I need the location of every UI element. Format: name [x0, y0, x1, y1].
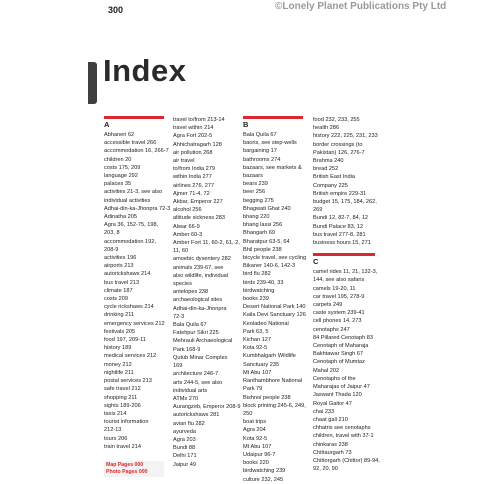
- legend-map-pages: Map Pages 000: [106, 462, 144, 468]
- index-entry: Bhagwati Ghat 240: [243, 205, 291, 212]
- index-entry: species: [173, 281, 192, 288]
- index-entry: 144, see also safaris: [313, 277, 365, 284]
- index-entry: emergency services 212: [104, 320, 165, 327]
- index-entry: air pollution 268: [173, 149, 213, 156]
- index-entry: 11, 60: [173, 248, 189, 255]
- index-entry: bargaining 17: [243, 148, 277, 155]
- index-entry: archaeological sites: [173, 297, 223, 304]
- index-entry: Park 79: [243, 386, 263, 393]
- index-entry: autorickshaws 281: [173, 412, 220, 419]
- index-entry: Chittorgarh (Chittor) 89-94,: [313, 457, 380, 464]
- index-entry: children 20: [104, 156, 132, 163]
- index-letter-heading: B: [243, 116, 303, 130]
- index-entry: Bundi Palace 83, 12: [313, 223, 364, 230]
- index-entry: Bala Quila 67: [243, 132, 277, 138]
- index-entry: festivals 205: [104, 328, 136, 335]
- index-entry: cenotaphs 247: [313, 326, 350, 333]
- index-entry: Cenotaph of Mumtaz: [313, 359, 365, 366]
- index-entry: car travel 195, 278-9: [313, 293, 365, 300]
- watermark: ©Lonely Planet Publications Pty Ltd: [275, 1, 447, 12]
- index-entry: bird flu 282: [243, 271, 271, 278]
- index-entry: Ahhichatragarh 128: [173, 141, 222, 148]
- index-entry: Park 63, 5: [243, 328, 269, 335]
- index-entry: ayurveda: [173, 428, 197, 435]
- index-entry: train travel 214: [104, 443, 142, 450]
- index-entry: nightlife 211: [104, 369, 134, 376]
- index-entry: bread 252: [313, 166, 339, 173]
- index-entry: within India 277: [173, 174, 212, 181]
- index-entry: chaat gali 210: [313, 416, 348, 423]
- index-entry: Kichan 127: [243, 337, 271, 344]
- index-entry: Company 225: [313, 182, 348, 189]
- index-entry: Kaila Devi Sanctuary 126: [243, 312, 306, 319]
- index-entry: chai 233: [313, 408, 335, 415]
- index-entry: airlines 276, 277: [173, 182, 215, 189]
- index-entry: 92, 20, 90: [313, 466, 338, 473]
- index-entry: Agra Fort 202-5: [173, 133, 213, 140]
- index-entry: boat trips: [243, 419, 267, 426]
- index-entry: 208-9: [104, 246, 119, 253]
- index-entry: border crossings (to: [313, 141, 363, 148]
- index-entry: Maharajas of Jaipur 47: [313, 384, 370, 391]
- index-entry: safe travel 212: [104, 386, 141, 393]
- index-entry: books 220: [243, 460, 269, 467]
- index-entry: Agra 204: [243, 427, 266, 434]
- index-entry: amoebic dysentery 282: [173, 256, 231, 263]
- index-entry: Udaipur 96-7: [243, 451, 276, 458]
- index-entry: health 286: [313, 125, 340, 132]
- index-entry: tourist information: [104, 419, 149, 426]
- index-entry: Cenotaph of Maharaja: [313, 343, 369, 350]
- index-entry: Bishnoi people 238: [243, 394, 291, 401]
- index-entry: architecture 246-7: [173, 371, 219, 378]
- index-entry: altitude sickness 283: [173, 215, 225, 222]
- index-entry: drinking 211: [104, 312, 135, 319]
- index-entry: accommodation 192,: [104, 238, 156, 245]
- index-entry: Mt Abu 107: [243, 369, 272, 376]
- index-entry: Bundi 12, 82-7, 84, 12: [313, 215, 369, 222]
- index-entry: language 292: [104, 173, 138, 180]
- index-entry: Bhil people 238: [243, 246, 282, 253]
- index-entry: Bhangarh 69: [243, 230, 276, 237]
- index-entry: 269: [313, 207, 323, 214]
- index-entry: bus travel 277-8, 281: [313, 231, 366, 238]
- index-entry: Alwar 66-9: [173, 223, 200, 230]
- page-legend: [104, 461, 164, 477]
- index-entry: Agra 36, 152-75, 198,: [104, 222, 159, 229]
- index-entry: baoris, see step-wells: [243, 140, 297, 147]
- index-entry: business hours 15, 271: [313, 240, 371, 247]
- index-entry: travel within 214: [173, 125, 214, 132]
- index-entry: bazaars, see markets &: [243, 164, 302, 171]
- index-entry: Bharatpur 63-5, 64: [243, 238, 290, 245]
- index-entry: Mt Abu 107: [243, 443, 272, 450]
- index-column-1: [104, 116, 171, 451]
- index-entry: Bundi 88: [173, 445, 196, 452]
- index-entry: avian flu 282: [173, 420, 205, 427]
- index-entry: birdwatching 239: [243, 468, 286, 475]
- index-entry: Amber Fort 11, 60-2, 61, 2,: [173, 240, 240, 247]
- index-entry: tours 206: [104, 435, 128, 442]
- index-entry: palaces 35: [104, 181, 132, 188]
- index-entry: cycle rickshaws 214: [104, 304, 154, 311]
- index-entry: birds 239-40, 33: [243, 279, 284, 286]
- legend-photo-pages: Photo Pages 000: [106, 469, 148, 475]
- index-entry: Ajmer 71-4, 72: [173, 190, 210, 197]
- index-entry: shopping 211: [104, 394, 138, 401]
- index-entry: ATMs 270: [173, 395, 199, 402]
- index-entry: Chittaurgarh 73: [313, 449, 352, 456]
- index-letter-heading: C: [313, 253, 375, 267]
- index-entry: cell phones 14, 273: [313, 318, 362, 325]
- index-entry: food 197, 209-11: [104, 337, 146, 344]
- index-entry: activities 21-3, see also: [104, 189, 163, 196]
- index-entry: Ranthambhore National: [243, 378, 303, 385]
- index-entry: children, travel with 37-1: [313, 433, 374, 440]
- index-entry: Bakhtawar Singh 67: [313, 351, 364, 358]
- index-entry: caste system 239-41: [313, 310, 365, 317]
- index-entry: food 232, 233, 255: [313, 117, 360, 123]
- index-entry: Royal Gaitor 47: [313, 400, 352, 407]
- index-entry: camels 19-20, 11: [313, 285, 356, 292]
- index-entry: bhang lassi 256: [243, 222, 283, 229]
- index-entry: Keoladeo National: [243, 320, 289, 327]
- index-entry: climate 187: [104, 287, 133, 294]
- index-entry: books 239: [243, 296, 269, 303]
- index-entry: Mehrauli Archaeological: [173, 338, 233, 345]
- index-entry: alcohol 256: [173, 207, 202, 214]
- index-entry: postal services 213: [104, 378, 152, 385]
- index-entry: Pakistan) 126, 276-7: [313, 149, 365, 156]
- index-entry: Kota 92-5: [243, 345, 268, 352]
- index-entry: bus travel 213: [104, 279, 140, 286]
- index-entry: individual activities: [104, 197, 151, 204]
- index-entry: Sanctuary 235: [243, 361, 280, 368]
- index-entry: 169: [173, 363, 183, 370]
- index-entry: Bala Quila 67: [173, 322, 207, 329]
- index-entry: begging 275: [243, 197, 274, 204]
- index-entry: birdwatching: [243, 287, 275, 294]
- index-letter-heading: A: [104, 116, 164, 130]
- index-entry: bears 239: [243, 181, 268, 188]
- index-entry: Qutub Minar Complex: [173, 354, 228, 361]
- index-entry: taxis 214: [104, 410, 127, 417]
- index-entry: activities 196: [104, 255, 137, 262]
- index-column-4: [313, 116, 380, 473]
- index-entry: Kumbhalgarh Wildlife: [243, 353, 296, 360]
- index-entry: Mahal 202: [313, 367, 340, 374]
- index-entry: Aurangzeb, Emperor 208-9: [173, 404, 241, 411]
- index-entry: bhang 220: [243, 214, 270, 221]
- index-entry: camel rides 11, 21, 132-3,: [313, 269, 378, 276]
- index-entry: arts 244-5, see also: [173, 379, 223, 386]
- index-entry: medical services 212: [104, 353, 157, 360]
- section-tab-marker: [88, 62, 97, 104]
- index-column-3: [243, 116, 307, 484]
- index-entry: 212-13: [104, 427, 122, 434]
- index-entry: Delhi 171: [173, 453, 197, 460]
- index-entry: chinkaras 238: [313, 441, 348, 448]
- index-entry: airports 213: [104, 263, 134, 270]
- index-entry: beer 256: [243, 189, 266, 196]
- index-entry: air travel: [173, 158, 195, 165]
- index-entry: budget 15, 175, 184, 262,: [313, 199, 377, 206]
- index-entry: accessible travel 266: [104, 140, 157, 147]
- index-entry: Kota 92-5: [243, 435, 268, 442]
- index-entry: costs 175, 209: [104, 164, 141, 171]
- index-entry: antelopes 238: [173, 289, 209, 296]
- index-entry: Brahma 240: [313, 158, 344, 165]
- index-entry: also wildlife, individual: [173, 272, 229, 279]
- index-entry: history 222, 225, 231, 233: [313, 133, 378, 140]
- index-entry: carpets 249: [313, 302, 343, 309]
- index-entry: individual arts: [173, 387, 208, 394]
- index-entry: bathrooms 274: [243, 156, 281, 163]
- index-entry: culture 232, 245: [243, 476, 284, 483]
- index-entry: autorickshaws 214: [104, 271, 151, 278]
- index-entry: 250: [243, 410, 253, 417]
- index-entry: Akbar, Emperor 227: [173, 199, 223, 206]
- index-entry: Amber 60-3: [173, 231, 203, 238]
- index-entry: to/from India 279: [173, 166, 215, 173]
- index-entry: Adhai-din-ka-Jhonpra 72-3: [104, 205, 171, 212]
- index-entry: money 212: [104, 361, 132, 368]
- index-entry: Adhai-din-ka-Jhonpra: [173, 305, 227, 312]
- index-entry: costs 209: [104, 296, 128, 303]
- index-entry: 203, 8: [104, 230, 120, 237]
- index-entry: sights 189-206: [104, 402, 141, 409]
- index-entry: Agra 203: [173, 436, 196, 443]
- index-entry: block printing 245-6, 249,: [243, 402, 306, 409]
- page-number: 300: [108, 5, 124, 15]
- index-entry: Desert National Park 140: [243, 304, 306, 311]
- index-entry: Adinatha 205: [104, 214, 137, 221]
- index-entry: bazaars: [243, 173, 263, 180]
- index-entry: chhatris see cenotaphs: [313, 425, 371, 432]
- index-column-2: [173, 116, 241, 469]
- index-entry: Park 168-9: [173, 346, 201, 353]
- index-entry: Cenotaphs of the: [313, 375, 356, 382]
- index-entry: 72-3: [173, 313, 185, 320]
- index-entry: British empire 229-31: [313, 190, 367, 197]
- index-entry: travel to/from 213-14: [173, 117, 225, 123]
- index-entry: bicycle travel, see cycling: [243, 255, 307, 262]
- index-entry: Jaswant Thada 120: [313, 392, 362, 399]
- index-entry: animals 239-67, see: [173, 264, 224, 271]
- index-entry: Abhaneri 62: [104, 132, 135, 138]
- index-entry: British East India: [313, 174, 355, 181]
- index-title: Index: [103, 53, 187, 88]
- index-entry: Fatehpur Sikri 225: [173, 330, 219, 337]
- index-entry: Jaipur 49: [173, 461, 197, 468]
- index-entry: history 189: [104, 345, 132, 352]
- index-entry: accommodation 16, 266-7: [104, 148, 169, 155]
- index-entry: Bikaner 140-6, 142-3: [243, 263, 296, 270]
- index-entry: 84 Pillared Cenotaph 83: [313, 334, 374, 341]
